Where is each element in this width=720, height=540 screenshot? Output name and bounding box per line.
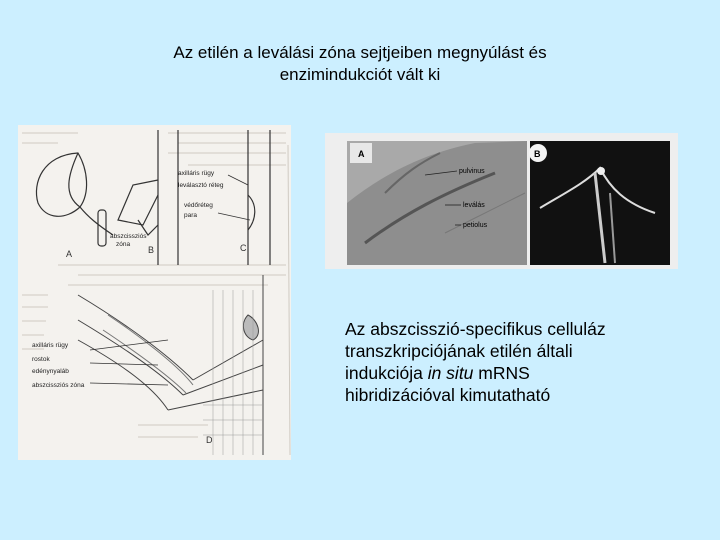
panel-label-d: D [206, 435, 213, 445]
annotation-fibres: rostok [32, 356, 50, 363]
caption-line-3-post: mRNS [473, 363, 530, 383]
micrograph-b [529, 141, 670, 265]
annotation-axillary-bud-2: axilláris rügy [32, 342, 69, 349]
panel-d-section [78, 275, 263, 455]
annotation-separation-layer: leválasztó réteg [178, 182, 224, 189]
annotation-abscission: leválás [463, 202, 485, 209]
annotation-petiole: petiolus [463, 222, 488, 229]
micrograph-label-a: A [358, 149, 365, 159]
panel-d-cell-grid [203, 290, 263, 455]
in-situ-micrograph-figure [325, 133, 678, 269]
annotation-cork: para [184, 212, 198, 219]
annotation-abscission-zone-line2: zóna [116, 241, 131, 248]
annotation-axillary-bud: axilláris rügy [178, 170, 215, 177]
background-text-noise [22, 133, 290, 455]
title-line-2: enzimindukciót vált ki [279, 65, 441, 84]
caption-line-3-pre: indukciója [345, 363, 428, 383]
caption-line-3-italic: in situ [427, 363, 474, 383]
panel-label-a: A [66, 249, 73, 259]
caption-line-1: Az abszcisszió-specifikus celluláz [345, 319, 606, 339]
caption-line-4: hibridizációval kimutatható [345, 385, 551, 405]
annotation-abscission-zone-2: abszcissziós zóna [32, 382, 85, 389]
micrograph-a [347, 141, 527, 265]
annotation-pulvinus: pulvinus [459, 168, 485, 175]
title-line-1: Az etilén a leválási zóna sejtjeiben megnyúlást és [173, 43, 547, 62]
abscission-anatomy-drawing [18, 125, 291, 460]
abscission-anatomy-figure [18, 125, 291, 460]
panel-c-stem [248, 130, 270, 265]
annotation-vascular: edénynyaláb [32, 368, 69, 375]
slide-title [60, 42, 660, 86]
annotation-protective-layer: védőréteg [184, 202, 213, 209]
panel-label-b: B [148, 245, 155, 255]
annotation-abscission-zone-line1: abszcissziós [110, 233, 147, 240]
panel-a-leaf [36, 153, 113, 246]
micrograph-label-b: B [534, 149, 541, 159]
micrograph-drawing [325, 133, 678, 269]
figure-caption [345, 318, 685, 406]
caption-line-2: transzkripciójának etilén általi [345, 341, 573, 361]
annotation-pointers [90, 175, 250, 385]
caption-line-3 [345, 362, 685, 384]
panel-label-c: C [240, 243, 247, 253]
